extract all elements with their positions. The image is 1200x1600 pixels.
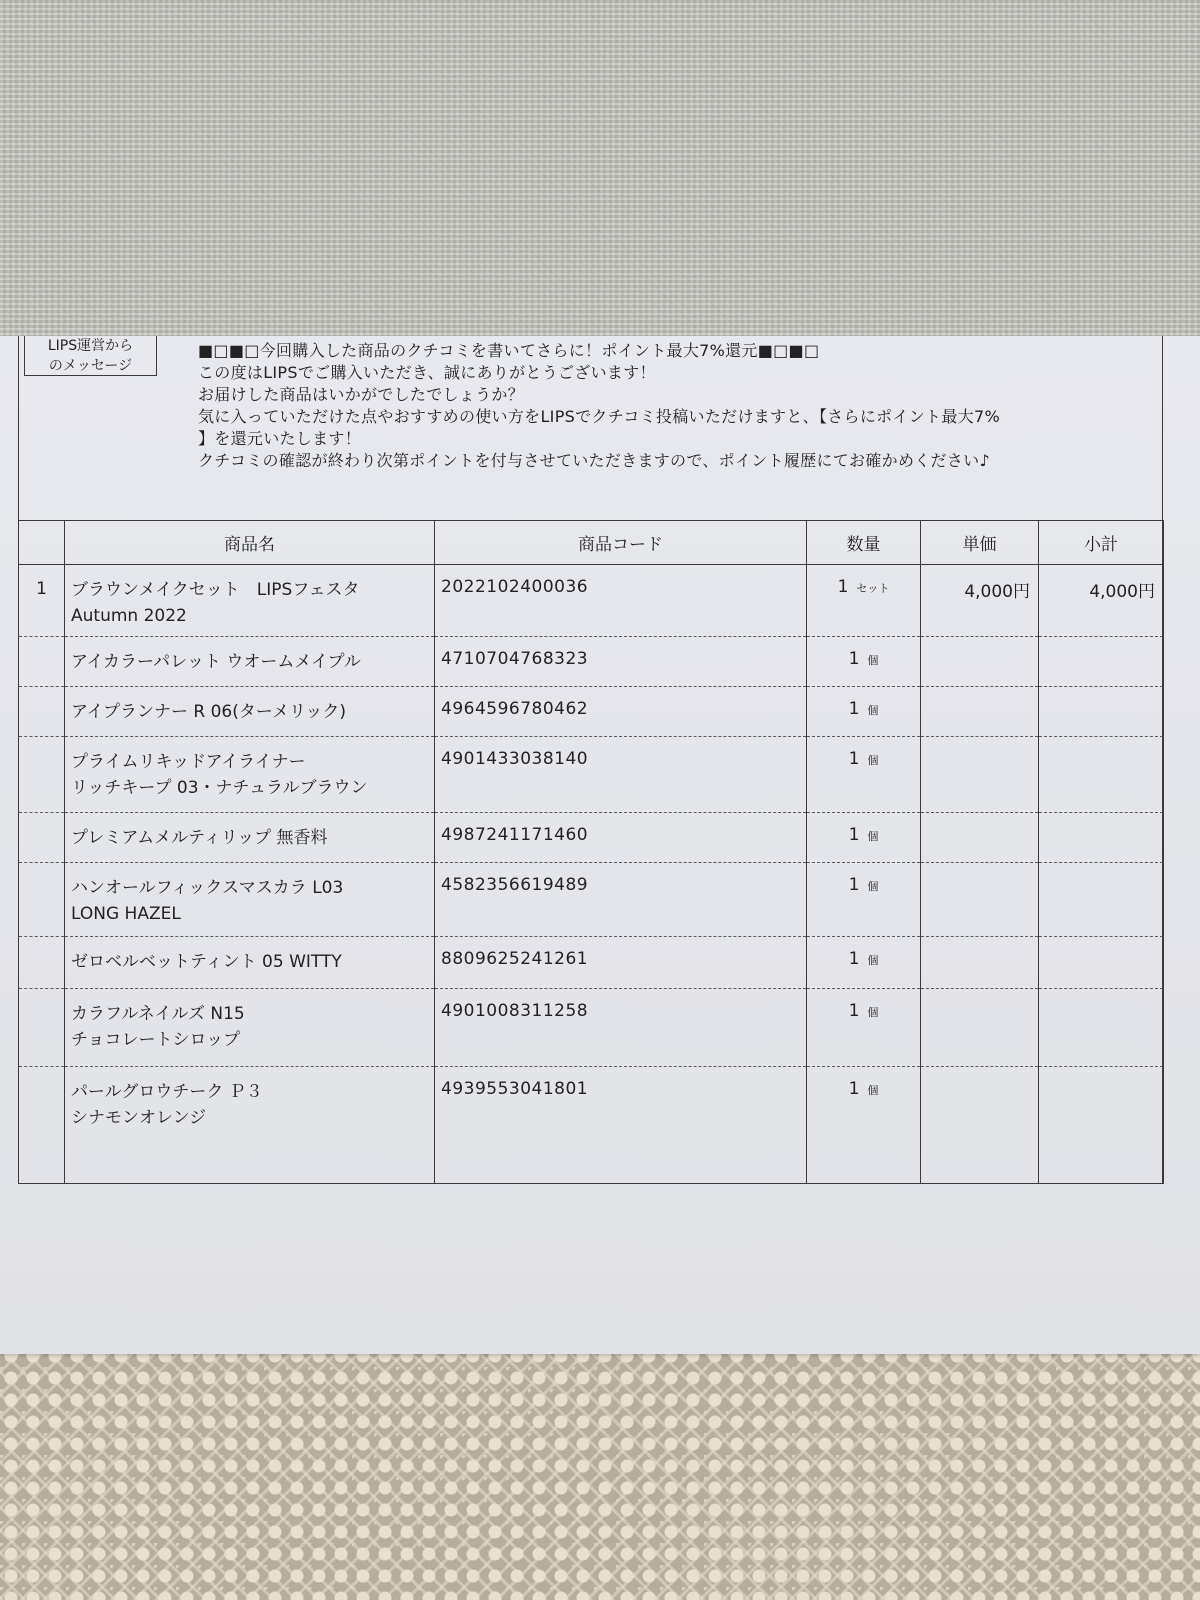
row-number: 1 <box>19 565 65 637</box>
unit-price <box>921 737 1039 813</box>
quantity-unit: 個 <box>867 1084 879 1097</box>
table-row <box>19 565 1164 637</box>
product-name-line1: カラフルネイルズ N15 <box>71 1004 245 1024</box>
unit-price <box>921 989 1039 1067</box>
wall-background <box>0 0 1200 345</box>
quantity-value: 1 <box>848 749 860 769</box>
table-row <box>19 637 1164 687</box>
table-row <box>19 863 1164 937</box>
table-header-row <box>19 520 1164 565</box>
product-code: 4582356619489 <box>435 863 807 937</box>
quantity-unit: 個 <box>867 754 879 767</box>
product-name <box>65 565 435 637</box>
row-number <box>19 637 65 687</box>
message-line: 気に入っていただけた点やおすすめの使い方をLIPSでクチコミ投稿いただけますと、【さらにポイント最大7% <box>198 407 1000 426</box>
quantity-unit: 個 <box>867 954 879 967</box>
unit-price <box>921 687 1039 737</box>
table-row <box>19 687 1164 737</box>
table-row <box>19 1067 1164 1185</box>
subtotal: 4,000円 <box>1039 565 1164 637</box>
message-body <box>198 340 1138 472</box>
product-name <box>65 989 435 1067</box>
message-line: ■□■□今回購入した商品のクチコミを書いてさらに！ポイント最大7%還元■□■□ <box>198 341 820 360</box>
product-name <box>65 937 435 989</box>
quantity-unit: 個 <box>867 654 879 667</box>
message-label-box <box>24 336 157 376</box>
subtotal <box>1039 737 1164 813</box>
quantity-value: 1 <box>848 875 860 895</box>
message-label-line1: LIPS運営から <box>47 338 134 354</box>
product-name <box>65 637 435 687</box>
order-sheet <box>0 336 1200 1354</box>
header-no <box>19 520 65 565</box>
product-name <box>65 1067 435 1185</box>
quantity <box>807 937 921 989</box>
quantity <box>807 813 921 863</box>
quantity <box>807 863 921 937</box>
unit-price <box>921 863 1039 937</box>
header-subtotal: 小計 <box>1039 520 1164 565</box>
message-line: 】を還元いたします！ <box>198 429 362 448</box>
header-qty: 数量 <box>807 520 921 565</box>
quantity-unit: 個 <box>867 830 879 843</box>
quantity-value: 1 <box>837 577 849 597</box>
unit-price <box>921 637 1039 687</box>
product-name-line1: プレミアムメルティリップ 無香料 <box>71 828 328 848</box>
quantity-unit: セット <box>856 582 890 595</box>
message-line: クチコミの確認が終わり次第ポイントを付与させていただきますので、ポイント履歴にてお確かめください♪ <box>198 451 990 470</box>
subtotal <box>1039 937 1164 989</box>
product-code: 4987241171460 <box>435 813 807 863</box>
product-name-line1: ブラウンメイクセット LIPSフェスタ <box>71 580 360 600</box>
row-number <box>19 737 65 813</box>
header-name: 商品名 <box>65 520 435 565</box>
quantity-value: 1 <box>848 1001 860 1021</box>
header-code: 商品コード <box>435 520 807 565</box>
subtotal <box>1039 637 1164 687</box>
product-code: 8809625241261 <box>435 937 807 989</box>
product-name-line2: シナモンオレンジ <box>71 1108 207 1128</box>
row-number <box>19 863 65 937</box>
subtotal <box>1039 1067 1164 1185</box>
row-number <box>19 937 65 989</box>
row-number <box>19 813 65 863</box>
product-name-line2: Autumn 2022 <box>71 606 187 626</box>
subtotal <box>1039 863 1164 937</box>
product-name <box>65 863 435 937</box>
message-line: この度はLIPSでご購入いただき、誠にありがとうございます！ <box>198 363 656 382</box>
quantity <box>807 989 921 1067</box>
quantity-value: 1 <box>848 699 860 719</box>
subtotal <box>1039 687 1164 737</box>
table-row <box>19 989 1164 1067</box>
product-name <box>65 813 435 863</box>
product-name <box>65 687 435 737</box>
product-name <box>65 737 435 813</box>
product-name-line2: リッチキープ 03・ナチュラルブラウン <box>71 778 368 798</box>
quantity-value: 1 <box>848 825 860 845</box>
unit-price <box>921 1067 1039 1185</box>
subtotal <box>1039 813 1164 863</box>
product-code: 4939553041801 <box>435 1067 807 1185</box>
quantity-unit: 個 <box>867 704 879 717</box>
product-name-line1: ハンオールフィックスマスカラ L03 <box>71 878 344 898</box>
quantity-unit: 個 <box>867 880 879 893</box>
row-number <box>19 687 65 737</box>
message-line: お届けした商品はいかがでしたでしょうか？ <box>198 385 525 404</box>
table-row <box>19 937 1164 989</box>
product-name-line2: チョコレートシロップ <box>71 1030 241 1050</box>
quantity <box>807 637 921 687</box>
message-label-line2: のメッセージ <box>48 358 133 374</box>
lace-tablecloth <box>0 1345 1200 1600</box>
quantity <box>807 687 921 737</box>
product-code: 4901008311258 <box>435 989 807 1067</box>
product-name-line2: LONG HAZEL <box>71 904 181 924</box>
product-name-line1: ゼロベルベットティント 05 WITTY <box>71 952 342 972</box>
product-name-line1: アイプランナー R 06(ターメリック) <box>71 702 346 722</box>
row-number <box>19 1067 65 1185</box>
table-row <box>19 813 1164 863</box>
product-code: 4710704768323 <box>435 637 807 687</box>
unit-price <box>921 813 1039 863</box>
product-name-line1: アイカラーパレット ウオームメイプル <box>71 652 361 672</box>
product-code: 4901433038140 <box>435 737 807 813</box>
row-number <box>19 989 65 1067</box>
subtotal <box>1039 989 1164 1067</box>
table-row <box>19 737 1164 813</box>
product-code: 2022102400036 <box>435 565 807 637</box>
quantity <box>807 565 921 637</box>
quantity-unit: 個 <box>867 1006 879 1019</box>
quantity-value: 1 <box>848 949 860 969</box>
items-table <box>18 520 1164 1184</box>
product-name-line1: プライムリキッドアイライナー <box>71 752 306 772</box>
quantity-value: 1 <box>848 649 860 669</box>
product-name-line1: パールグロウチーク Ｐ３ <box>71 1082 263 1102</box>
product-code: 4964596780462 <box>435 687 807 737</box>
unit-price <box>921 937 1039 989</box>
unit-price: 4,000円 <box>921 565 1039 637</box>
quantity-value: 1 <box>848 1079 860 1099</box>
quantity <box>807 737 921 813</box>
header-unit-price: 単価 <box>921 520 1039 565</box>
quantity <box>807 1067 921 1185</box>
